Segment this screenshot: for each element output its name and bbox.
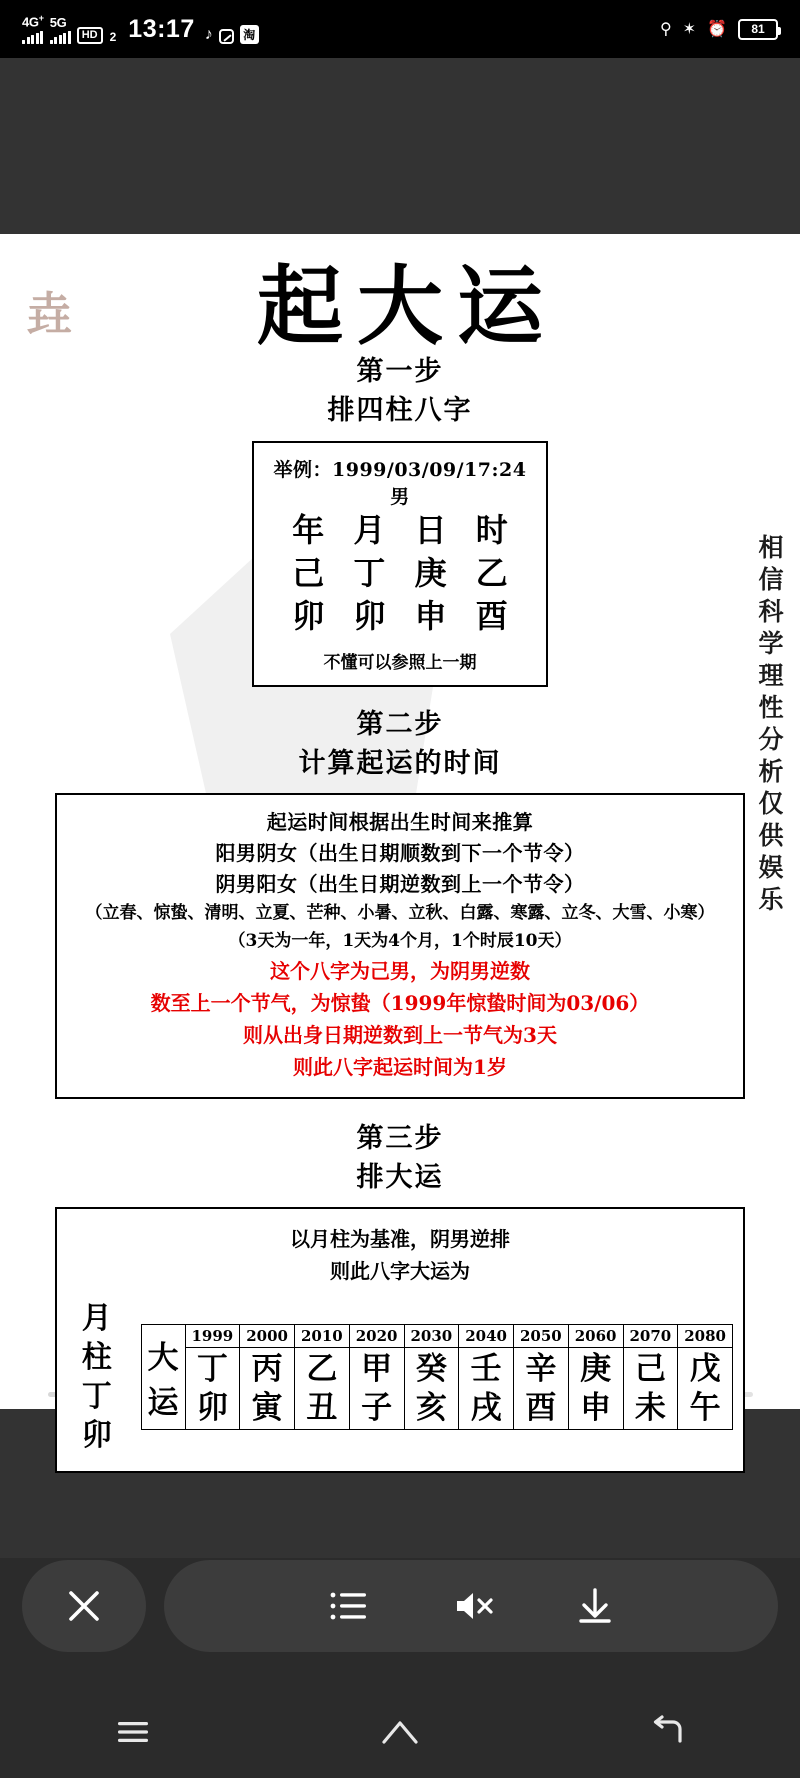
location-icon: ⚲ bbox=[659, 21, 672, 38]
ganzhi-cell: 戊 午 bbox=[678, 1347, 733, 1430]
step1-subheading: 排四柱八字 bbox=[327, 395, 473, 427]
page-title: 起大运 bbox=[257, 256, 557, 357]
year-cell: 2040 bbox=[459, 1324, 514, 1347]
step3-luck-cycle-box bbox=[55, 1207, 745, 1473]
luck-table-ganzhi-row bbox=[141, 1347, 733, 1430]
speaker-mute-icon[interactable] bbox=[451, 1586, 495, 1626]
step1-earthly-branches: 卯 卯 申 酉 bbox=[292, 596, 517, 635]
year-cell: 2050 bbox=[514, 1324, 569, 1347]
ganzhi-cell: 丙 寅 bbox=[240, 1347, 295, 1430]
year-cell: 2080 bbox=[678, 1324, 733, 1347]
year-cell: 2000 bbox=[240, 1324, 295, 1347]
step2-subheading: 计算起运的时间 bbox=[298, 748, 502, 780]
ganzhi-cell: 乙 丑 bbox=[295, 1347, 350, 1430]
status-clock: 13:17 bbox=[128, 14, 195, 43]
step2-explanation-box bbox=[55, 793, 745, 1098]
step1-heading: 第一步 bbox=[356, 356, 444, 388]
year-cell: 2060 bbox=[568, 1324, 623, 1347]
recents-icon[interactable] bbox=[113, 1717, 153, 1752]
step1-example-label: 举例：1999/03/09/17:24 男 bbox=[273, 458, 527, 508]
hd-sim-index: 2 bbox=[109, 29, 117, 44]
luck-header-char-1: 大 bbox=[147, 1340, 179, 1377]
month-pillar bbox=[67, 1299, 127, 1455]
step2-line-2: 阳男阴女（出生日期顺数到下一个节令） bbox=[215, 841, 585, 866]
shared-image[interactable] bbox=[0, 234, 800, 1454]
step2-solar-terms-list: （立春、惊蛰、清明、立夏、芒种、小暑、立秋、白露、寒露、立冬、大雪、小寒） bbox=[85, 903, 715, 924]
signal-group-2 bbox=[50, 16, 71, 44]
year-cell: 2010 bbox=[295, 1324, 350, 1347]
signal-bars-icon-2 bbox=[50, 31, 71, 44]
month-pillar-stem: 丁 bbox=[81, 1379, 112, 1415]
download-icon[interactable] bbox=[575, 1585, 615, 1627]
status-bar bbox=[0, 0, 800, 58]
close-icon bbox=[63, 1585, 105, 1627]
artist-seal: 垚 bbox=[26, 287, 70, 341]
step2-conversion-rule: （3天为一年，1天为4个月，1个时辰10天） bbox=[228, 930, 572, 951]
step2-red-line-3: 则从出身日期逆数到上一节气为3天 bbox=[243, 1022, 557, 1047]
ganzhi-cell: 甲 子 bbox=[349, 1347, 404, 1430]
luck-cycle-table bbox=[141, 1324, 734, 1431]
ganzhi-cell: 己 未 bbox=[623, 1347, 678, 1430]
image-viewer[interactable] bbox=[0, 58, 800, 1558]
step2-line-1: 起运时间根据出生时间来推算 bbox=[266, 810, 534, 835]
month-pillar-branch: 卯 bbox=[81, 1418, 112, 1454]
signal-bars-icon-1 bbox=[22, 31, 43, 44]
step1-footnote: 不懂可以参照上一期 bbox=[323, 653, 477, 674]
home-icon[interactable] bbox=[378, 1716, 422, 1753]
ganzhi-cell: 庚 申 bbox=[568, 1347, 623, 1430]
step1-heavenly-stems: 己 丁 庚 乙 bbox=[292, 553, 517, 592]
step2-red-line-4: 则此八字起运时间为1岁 bbox=[293, 1054, 507, 1079]
step3-line-1: 以月柱为基准，阴男逆排 bbox=[290, 1227, 510, 1252]
ganzhi-cell: 丁 卯 bbox=[185, 1347, 240, 1430]
step3-table-area bbox=[67, 1299, 733, 1455]
ganzhi-cell: 辛 酉 bbox=[514, 1347, 569, 1430]
image-content bbox=[0, 234, 800, 1473]
bluetooth-icon: ✶ bbox=[682, 21, 697, 38]
luck-table-row-header bbox=[141, 1324, 185, 1430]
step3-line-2: 则此八字大运为 bbox=[330, 1259, 470, 1284]
year-cell: 1999 bbox=[185, 1324, 240, 1347]
hd-badge: HD bbox=[77, 27, 103, 44]
step2-red-line-1: 这个八字为己男，为阴男逆数 bbox=[270, 958, 530, 983]
network-type-1: 4G+ bbox=[22, 13, 44, 30]
year-cell: 2020 bbox=[349, 1324, 404, 1347]
side-disclaimer-text: 相信科学理性分析仅供娱乐 bbox=[755, 534, 784, 918]
luck-table-year-row bbox=[141, 1324, 733, 1347]
step1-column-headers: 年 月 日 时 bbox=[292, 510, 517, 549]
action-button-group bbox=[164, 1560, 778, 1652]
list-menu-icon[interactable] bbox=[327, 1588, 371, 1624]
year-cell: 2070 bbox=[623, 1324, 678, 1347]
month-pillar-label: 月柱 bbox=[81, 1301, 112, 1376]
mute-circle-icon bbox=[219, 29, 234, 44]
signal-group-1 bbox=[22, 14, 44, 43]
network-type-2: 5G bbox=[49, 14, 67, 30]
back-icon[interactable] bbox=[647, 1716, 687, 1753]
viewer-action-bar bbox=[0, 1560, 800, 1652]
step2-red-line-2: 数至上一个节气，为惊蛰（1999年惊蛰时间为03/06） bbox=[150, 990, 650, 1015]
step3-heading: 第三步 bbox=[356, 1122, 444, 1154]
ganzhi-cell: 癸 亥 bbox=[404, 1347, 459, 1430]
close-button[interactable] bbox=[22, 1560, 146, 1652]
taobao-app-icon: 淘 bbox=[240, 25, 259, 44]
ganzhi-cell: 壬 戌 bbox=[459, 1347, 514, 1430]
step3-subheading: 排大运 bbox=[356, 1161, 444, 1193]
step2-line-3: 阴男阳女（出生日期逆数到上一个节令） bbox=[215, 872, 585, 897]
year-cell: 2030 bbox=[404, 1324, 459, 1347]
step1-example-box bbox=[252, 441, 548, 688]
status-bar-right bbox=[660, 19, 778, 40]
luck-header-char-2: 运 bbox=[147, 1385, 179, 1422]
battery-indicator: 81 bbox=[738, 19, 778, 40]
status-bar-left bbox=[22, 14, 259, 43]
step2-heading: 第二步 bbox=[356, 709, 444, 741]
music-note-icon: ♪ bbox=[204, 25, 213, 43]
system-nav-bar bbox=[0, 1690, 800, 1778]
alarm-icon: ⏰ bbox=[707, 21, 727, 38]
